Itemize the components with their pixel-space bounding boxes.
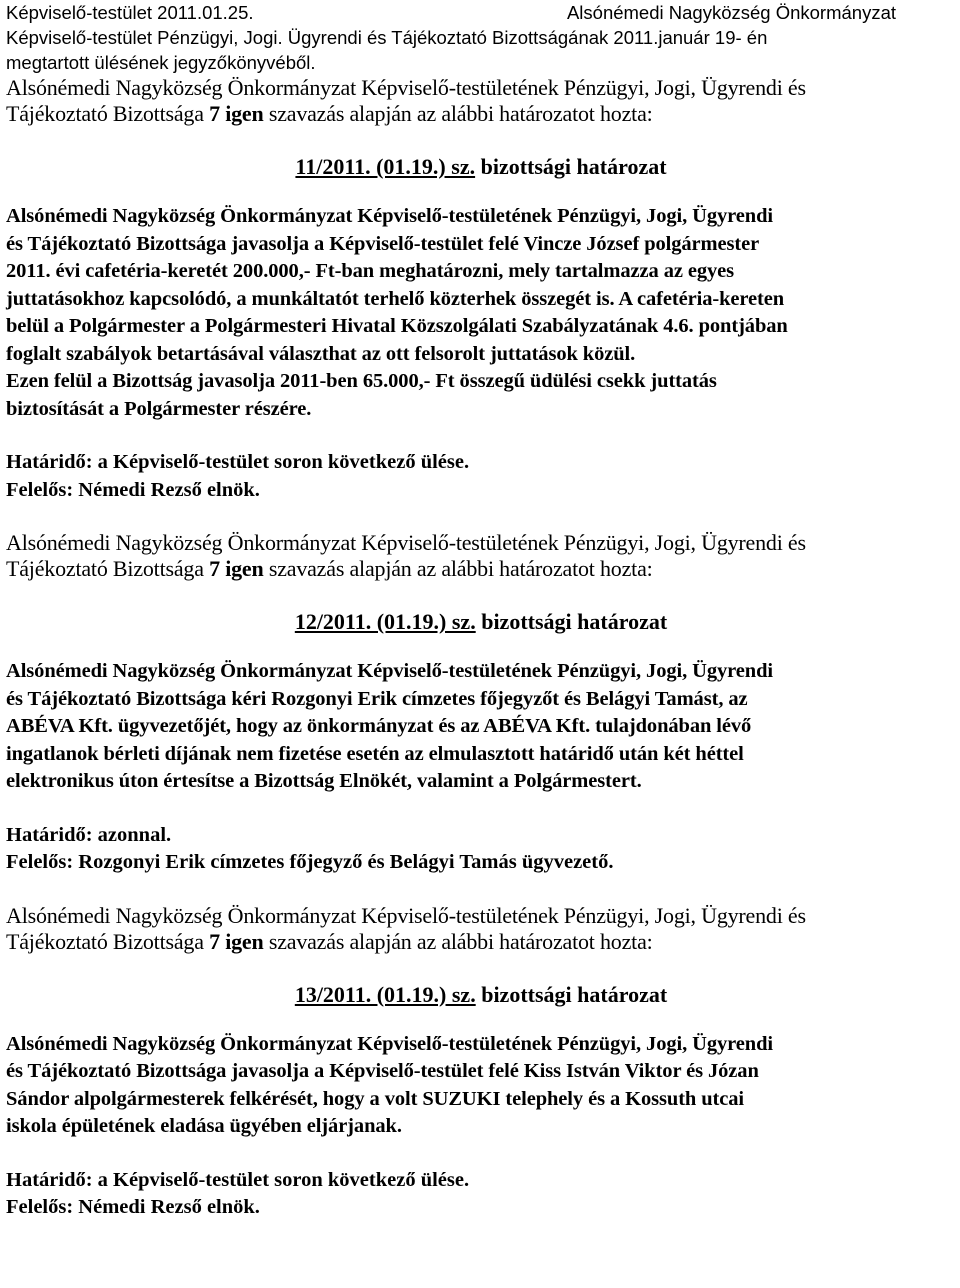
resolution-title-11: 11/2011. (01.19.) sz. bizottsági határozat — [295, 154, 667, 179]
resolution-title-12: 12/2011. (01.19.) sz. bizottsági határozat — [294, 609, 668, 634]
vote-intro-3: Alsónémedi Nagyközség Önkormányzat Képviselő-testületének Pénzügyi, Jogi, Ügyrendi és Tájékoztató Bizottsága 7 igen szavazás alapján az alábbi határozatot hozta: — [6, 902, 806, 954]
resolution-deadline-12: Határidő: azonnal. — [6, 823, 172, 846]
resolution-title-13: 13/2011. (01.19.) sz. bizottsági határozat — [294, 981, 668, 1007]
page-header — [6, 0, 956, 75]
resolution-deadline-11: Határidő: a Képviselő-testület soron következő ülése. — [6, 451, 470, 473]
resolution-deadline-13: Határidő: a Képviselő-testület soron következő ülése. — [6, 1168, 470, 1191]
header-left-title: Képviselő-testület 2011.01.25. — [6, 2, 254, 23]
resolution-body-12: Alsónémedi Nagyközség Önkormányzat Képviselő-testületének Pénzügyi, Jogi, Ügyrendi és Tájékoztató Bizottsága kéri Rozgonyi Erik címzetes főjegyzőt és Belágyi Tamást, az ABÉVA Kft. ügyvezetőjét, hogy az önkormányzat és az ABÉVA Kft. tulajdonában lévő ingatlanok bérleti díjának nem fizetése esetén az elmulasztott határidő után két héttel elektronikus úton értesítse a Bizottság Elnökét, valamint a Polgármestert. — [6, 660, 773, 792]
header-subtitle-line2: megtartott ülésének jegyzőkönyvéből. — [6, 52, 316, 73]
resolution-responsible-13: Felelős: Némedi Rezső elnök. — [6, 1196, 260, 1218]
resolution-responsible-12: Felelős: Rozgonyi Erik címzetes főjegyző és Belágyi Tamás ügyvezető. — [6, 851, 614, 873]
resolution-body-13: Alsónémedi Nagyközség Önkormányzat Képviselő-testületének Pénzügyi, Jogi, Ügyrendi és Tájékoztató Bizottsága javasolja a Képviselő-testület felé Kiss István Viktor és Józan Sándor alpolgármesterek felkérését, hogy a volt SUZUKI telephely és a Kossuth utcai iskola épületének eladása ügyében eljárjanak. — [6, 1032, 773, 1137]
document-page — [6, 0, 956, 1222]
header-subtitle-line1: Képviselő-testület Pénzügyi, Jogi. Ügyrendi és Tájékoztató Bizottságának 2011.január 19- én — [6, 27, 768, 48]
resolution-body-11: Alsónémedi Nagyközség Önkormányzat Képviselő-testületének Pénzügyi, Jogi, Ügyrendi és Tájékoztató Bizottsága javasolja a Képviselő-testület felé Vincze József polgármester 2011. évi cafetéria-keretét 200.000,- Ft-ban meghatározni, mely tartalmazza az egyes juttatásokhoz kapcsolódó, a munkáltatót terhelő közterhek összegét is. A cafetéria-kereten belül a Polgármester a Polgármesteri Hivatal Közszolgálati Szabályzatának 4.6. pontjában foglalt szabályok betartásával választhat az ott felsorolt juttatások közül. Ezen felül a Bizottság javasolja 2011-ben 65.000,- Ft összegű üdülési csekk juttatás biztosítását a Polgármester részére. — [6, 205, 788, 420]
vote-intro-2: Alsónémedi Nagyközség Önkormányzat Képviselő-testületének Pénzügyi, Jogi, Ügyrendi és Tájékoztató Bizottsága 7 igen szavazás alapján az alábbi határozatot hozta: — [6, 530, 806, 581]
vote-intro-1: Alsónémedi Nagyközség Önkormányzat Képviselő-testületének Pénzügyi, Jogi, Ügyrendi és Tájékoztató Bizottsága 7 igen szavazás alapján az alábbi határozatot hozta: — [6, 75, 806, 126]
header-right-title: Alsónémedi Nagyközség Önkormányzat — [566, 2, 896, 23]
resolution-responsible-11: Felelős: Némedi Rezső elnök. — [6, 478, 260, 501]
